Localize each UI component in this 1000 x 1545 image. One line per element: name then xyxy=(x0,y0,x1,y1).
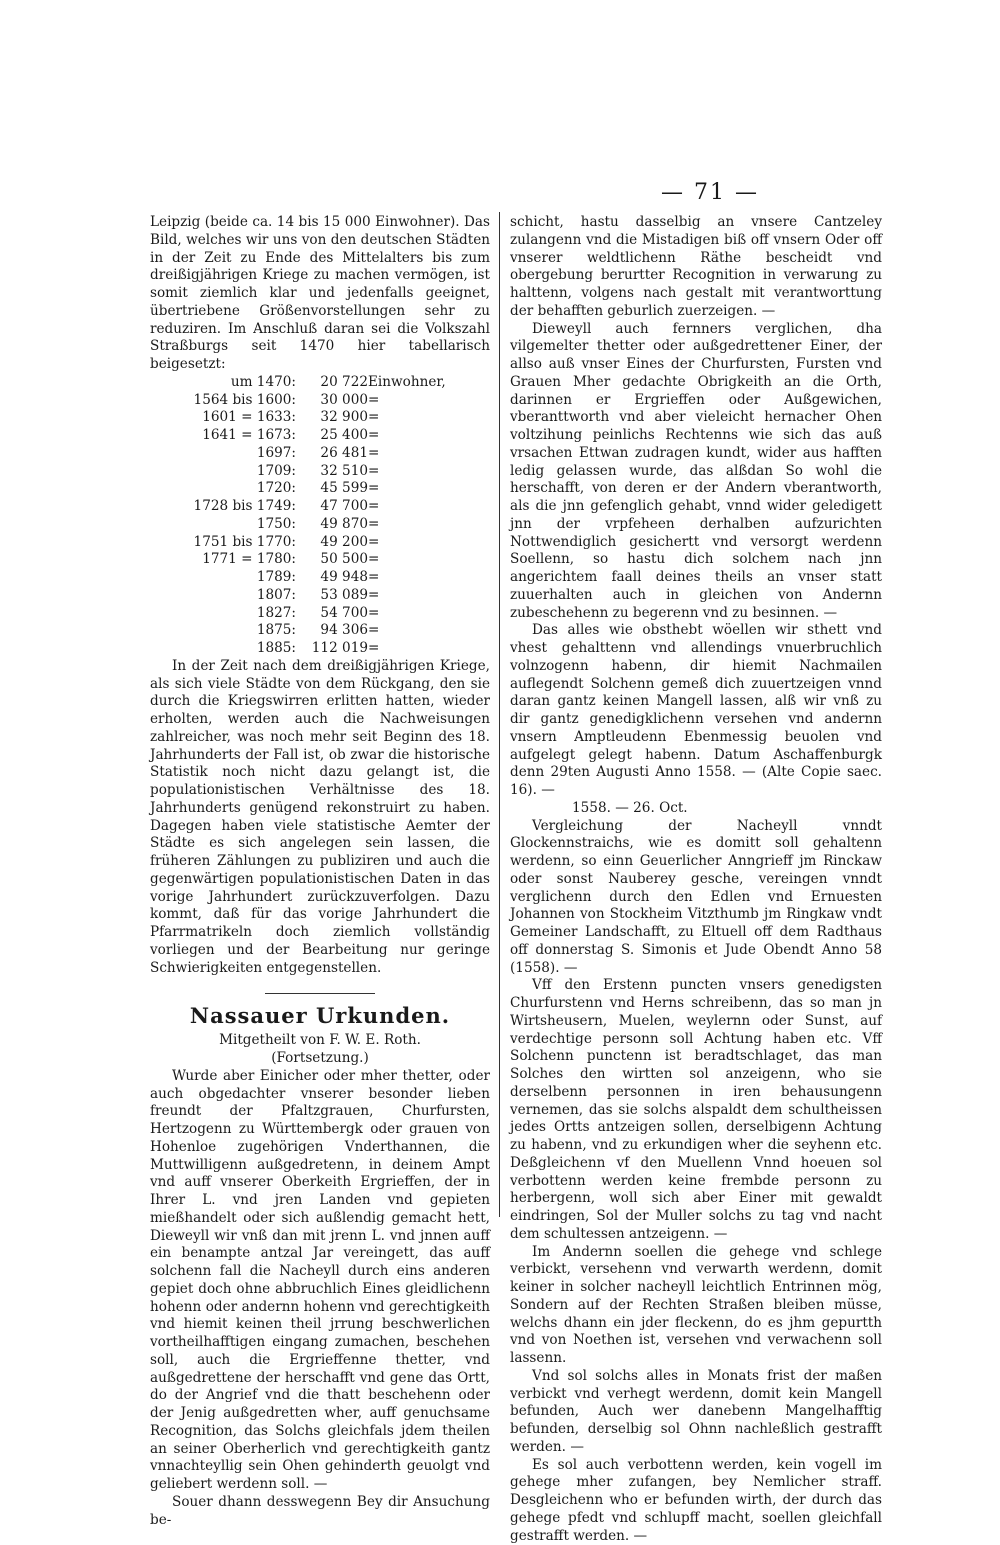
table-cell-unit: = xyxy=(368,534,446,552)
left-column xyxy=(150,214,490,1529)
paragraph: Vergleichung der Nacheyll vnndt Glockennstraichs, wie es domitt soll gehaltenn werdenn, so einn Geuerlicher Anngrieff jm Rinckaw oder sonst Nauberey gesche, vereingen vnndt verglichenn durch den Edlen vnd Ernuesten Johannen von Stockheim Vitzthumb jm Ringkaw vndt Gemeiner Landschafft, zu Eltuell off dem Radthaus off donnerstag S. Simonis et Jude Obendt Anno 58 (1558). — xyxy=(510,818,882,978)
after-table-paragraph: In der Zeit nach dem dreißigjährigen Kriege, als sich viele Städte von dem Rückgang, den sie durch die Kriegswirren erlitten hatten, wieder erholten, werden auch die Nachweisungen zahlreicher, was noch mehr seit Beginn des 18. Jahrhunderts der Fall ist, ob zwar die historische Statistik noch nicht dazu gelangt ist, die populationistischen Verhältnisse des 18. Jahrhunderts genügend rekonstruirt zu haben. Dagegen haben viele statistische Aemter der Städte es sich angelegen sein lassen, die früheren Zählungen zu publiziren und auch die gegenwärtigen populationistischen Daten in das vorige Jahrhundert zurückzuverfolgen. Dazu kommt, daß für das vorige Jahrhundert die Pfarrmatrikeln doch ziemlich vollständig vorliegen und der Bearbeitung nur geringe Schwierigkeiten entgegenstellen. xyxy=(150,658,490,978)
table-row xyxy=(168,587,446,605)
table-cell-count: 30 000 xyxy=(296,392,368,410)
table-cell-year: 1885: xyxy=(168,640,296,658)
paragraph: Es sol auch verbottenn werden, kein vogell im gehege mher zufangen, bey Nemlicher straff. Desgleichenn who er befunden wirth, der durch das gehege pfedt vnd schlupff macht, soellen gleichfall gestrafft werden. — xyxy=(510,1457,882,1545)
table-cell-unit: = xyxy=(368,587,446,605)
table-row xyxy=(168,551,446,569)
table-cell-year: 1827: xyxy=(168,605,296,623)
table-cell-unit: = xyxy=(368,392,446,410)
intro-paragraph: Leipzig (beide ca. 14 bis 15 000 Einwohner). Das Bild, welches wir uns von den deutschen Städten in der Zeit zu Ende des Mittelalters bis zum dreißigjährigen Kriege zu machen vermögen, ist somit ziemlich klar und jedenfalls geeignet, übertriebene Größenvorstellungen sehr zu reduziren. Im Anschluß daran sei die Volkszahl Straßburgs seit 1470 hier tabellarisch beigesetzt: xyxy=(150,214,490,374)
table-cell-year: 1789: xyxy=(168,569,296,587)
table-row xyxy=(168,409,446,427)
section-separator xyxy=(265,993,375,994)
table-cell-unit: = xyxy=(368,409,446,427)
table-cell-count: 20 722 xyxy=(296,374,368,392)
table-cell-count: 49 948 xyxy=(296,569,368,587)
right-column xyxy=(510,214,882,1545)
table-row xyxy=(168,516,446,534)
table-cell-unit: = xyxy=(368,551,446,569)
table-cell-unit: = xyxy=(368,480,446,498)
table-row xyxy=(168,605,446,623)
table-cell-count: 50 500 xyxy=(296,551,368,569)
table-row xyxy=(168,463,446,481)
paragraph: schicht, hastu dasselbig an vnsere Cantzeley zulangenn vnd die Mistadigen biß off vnsern Oder off vnserer weldtlichenn Räthe bescheidt vnd obergebung berurtter Recognition in verwarung zu halttenn, volgens nach gestalt mit verantworttung der behafften geburlich zuerzeigen. — xyxy=(510,214,882,321)
table-row xyxy=(168,534,446,552)
table-cell-year: 1807: xyxy=(168,587,296,605)
table-row xyxy=(168,480,446,498)
table-cell-unit: = xyxy=(368,498,446,516)
table-cell-count: 112 019 xyxy=(296,640,368,658)
table-cell-year: um 1470: xyxy=(168,374,296,392)
paragraph: Vff den Erstenn puncten vnsers genedigsten Churfurstenn vnd Herns schreibenn, das so man jn Wirtsheusern, Muelen, weylernn oder Sunst, auf verdechtige personn soll Achtung haben etc. Vff Solchenn punctenn ist beradtschlaget, das man Solches den wirtten sol anzeigenn, who sie derselbenn personnen in iren behausungenn vernemen, das sie solchs alspaldt dem schultheissen jedes Ortts antzeigen sollen, derselbigenn Achtung zu habenn, vnd zu erkundigen wher die seyhenn etc. Deßgleichenn vf den Muellenn Vnnd hoeuen sol verbottenn werden keine frembde personn zu herbergenn, woll sich aber Einer mit gewaldt eindringen, Sol der Muller solchs zu tag vnd nacht dem schultessen antzeigenn. — xyxy=(510,977,882,1243)
table-cell-year: 1641 = 1673: xyxy=(168,427,296,445)
table-cell-year: 1601 = 1633: xyxy=(168,409,296,427)
table-cell-year: 1709: xyxy=(168,463,296,481)
table-cell-unit: = xyxy=(368,622,446,640)
page-number: — 71 — xyxy=(0,180,1000,205)
table-cell-count: 32 510 xyxy=(296,463,368,481)
table-cell-count: 49 870 xyxy=(296,516,368,534)
table-cell-year: 1875: xyxy=(168,622,296,640)
table-row xyxy=(168,498,446,516)
paragraph: Souer dhann desswegenn Bey dir Ansuchung be- xyxy=(150,1494,490,1530)
table-cell-count: 47 700 xyxy=(296,498,368,516)
column-divider xyxy=(499,212,500,1217)
table-cell-year: 1697: xyxy=(168,445,296,463)
table-cell-year: 1771 = 1780: xyxy=(168,551,296,569)
table-row xyxy=(168,392,446,410)
byline: Mitgetheilt von F. W. E. Roth. xyxy=(150,1032,490,1050)
table-row xyxy=(168,374,446,392)
table-cell-count: 32 900 xyxy=(296,409,368,427)
table-cell-year: 1564 bis 1600: xyxy=(168,392,296,410)
table-cell-unit: = xyxy=(368,516,446,534)
table-cell-count: 45 599 xyxy=(296,480,368,498)
paragraph: Im Andernn soellen die gehege vnd schlege verbickt, versehenn vnd verwarth werdenn, domit keiner in solcher nacheyll leichtlich Entrinnen mög, Sondern auf der Rechten Straßen bleiben müsse, welchs dhann ein jder fleckenn, do es jhm gepurtth vnd von Noethen ist, versehen vnd verwachenn soll lassenn. xyxy=(510,1244,882,1368)
table-cell-count: 26 481 xyxy=(296,445,368,463)
paragraph: Dieweyll auch fernners verglichen, dha vilgemelter thetter oder außgedrettener Einer, der allso auß vnser Eines der Churfursten, Fursten vnd Grauen Mher gedachte Obrigkeith an die Orth, darinnen er Ergrieffen oder Außgewichen, vberanttworth vnd aber vieleicht hernacher Ohen voltzihung peinlichs Rechtenns wie sich das auß vrsachen Ettwan zudragen kundt, wider aus hafften ledig gelassen wurde, das alßdan So wohl die herschafft, von deren er der Andern vberantworth, als die jnn gefenglich gehabt, vnnd wider geledigett jnn der vrpfeheen derhalben aufzurichten Nottwendiglich gesichertt vnd versorgt werdenn Soellenn, so hastu dich solchem nach jnn angerichtem faall deines theils an vnser statt zuuerhalten auch in gleichen von Andernn zubeschehenn zu begerenn vnd zu besinnen. — xyxy=(510,321,882,623)
paragraph: Vnd sol solchs alles in Monats frist der maßen verbickt vnd verhegt werdenn, domit kein Mangell befunden, Auch wer danebenn Mangelhafftig befunden, derselbig sol Ohnn nachleßlich gestrafft werden. — xyxy=(510,1368,882,1457)
continuation-note: (Fortsetzung.) xyxy=(150,1050,490,1068)
table-cell-unit: = xyxy=(368,605,446,623)
table-cell-unit: = xyxy=(368,569,446,587)
table-row xyxy=(168,445,446,463)
table-cell-count: 49 200 xyxy=(296,534,368,552)
table-cell-unit: = xyxy=(368,427,446,445)
table-cell-year: 1720: xyxy=(168,480,296,498)
table-cell-count: 25 400 xyxy=(296,427,368,445)
table-row xyxy=(168,427,446,445)
paragraph: Wurde aber Einicher oder mher thetter, oder auch obgedachter vnserer besonder lieben freundt der Pfaltzgrauen, Churfursten, Hertzogenn zu Württembergk oder grauen von Hohenloe zugehörigen Vnderthannen, die Muttwilligenn außgedretenn, in deinem Ampt vnd auff vnserer Oberkeith Ergrieffen, der in Ihrer L. vnd jren Landen vnd gepieten mießhandelt oder sich außlendig gemacht hett, Dieweyll wir vnß dan mit jrenn L. vnd jnnen auff ein benampte antzal Jar vereingett, das auff solchenn fall die Nacheyll durch eins anderen gepiet doch ohne abbruchlich Eines gleidlichenn hohenn oder andernn hohenn vnd gerechtigkeith vnd hiemit keinen theil jrrung beschwerlichen vortheilhafftigen eingang zumachen, beschehen soll, auch die Ergrieffenne thetter, vnd außgedrettene der herschafft vnd gene das Ortt, do der Angrief vnd die thatt beschehenn oder der Jenig außgedretten wher, auff genuchsame Recognition, das Solchs gleichfals jdem theilen an seiner Oberherlich vnd gerechtigkeith gantz vnnachteyllig sein Ohen gehinderth geuolgt vnd geliebert werdenn soll. — xyxy=(150,1068,490,1494)
population-table xyxy=(168,374,446,658)
table-cell-count: 53 089 xyxy=(296,587,368,605)
table-row xyxy=(168,640,446,658)
table-cell-unit: = xyxy=(368,640,446,658)
table-row xyxy=(168,622,446,640)
table-cell-unit: = xyxy=(368,463,446,481)
table-row xyxy=(168,569,446,587)
table-cell-count: 94 306 xyxy=(296,622,368,640)
table-cell-unit: = xyxy=(368,445,446,463)
table-cell-unit: Einwohner, xyxy=(368,374,446,392)
table-cell-count: 54 700 xyxy=(296,605,368,623)
table-cell-year: 1750: xyxy=(168,516,296,534)
table-cell-year: 1751 bis 1770: xyxy=(168,534,296,552)
section-heading: Nassauer Urkunden. xyxy=(150,1004,490,1028)
date-line: 1558. — 26. Oct. xyxy=(510,800,882,818)
table-cell-year: 1728 bis 1749: xyxy=(168,498,296,516)
paragraph: Das alles wie obsthebt wöellen wir sthett vnd vhest gehalttenn vnd allendings vnuerbruchlich volnzogenn habenn, dir hiemit Nachmailen auflegendt Solchenn gemeß dich zuuertzeigen vnnd daran gantz keinen Mangell lassen, alß wir vnß zu dir gantz genedigklichenn versehen vnd andernn vnsern Amptleudenn Ebenmessig beuolen vnd aufgelegt gelegt habenn. Datum Aschaffenburgk denn 29ten Augusti Anno 1558. — (Alte Copie saec. 16). — xyxy=(510,622,882,800)
